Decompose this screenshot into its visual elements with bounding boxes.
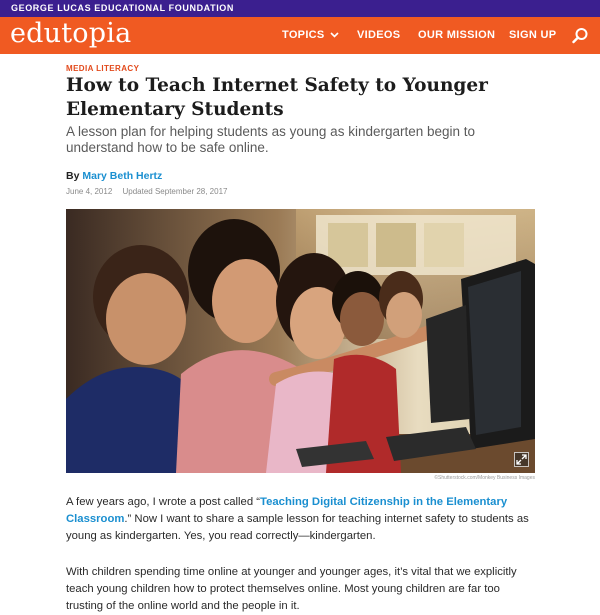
nav-sign-up[interactable]: SIGN UP <box>509 29 557 41</box>
article-dates <box>66 187 227 196</box>
main-navbar <box>0 17 600 54</box>
search-icon[interactable] <box>572 27 589 44</box>
article-paragraph: With children spending time online at younger and younger ages, it’s vital that we explicitly teach young children how to protect themselves online. Most young children are far too trusting of the online world and the people in it. <box>66 566 517 612</box>
article-title: How to Teach Internet Safety to Younger Elementary Students <box>66 75 488 120</box>
classroom-illustration <box>66 209 535 473</box>
byline <box>66 170 162 182</box>
expand-icon <box>515 453 528 466</box>
nav-videos[interactable]: VIDEOS <box>357 29 401 41</box>
expand-image-button[interactable] <box>514 452 529 467</box>
nav-our-mission[interactable]: OUR MISSION <box>418 29 496 41</box>
edutopia-logo[interactable]: edutopia <box>10 18 132 49</box>
foundation-bar[interactable] <box>0 0 600 17</box>
foundation-name[interactable]: GEORGE LUCAS EDUCATIONAL FOUNDATION <box>11 3 234 13</box>
hero-image <box>66 209 535 473</box>
updated-date: Updated September 28, 2017 <box>122 187 228 196</box>
author-link[interactable]: Mary Beth Hertz <box>82 170 163 182</box>
byline-prefix: By <box>66 170 80 182</box>
teaching-digital-citizenship-link[interactable]: Teaching Digital Citizenship in the Elementary Classroom <box>66 496 508 525</box>
nav-topics-label: TOPICS <box>282 29 325 41</box>
paragraph-text: .” Now I want to share a sample lesson for teaching internet safety to students as young as kindergarten. Yes, you read correctly—kindergarten. <box>66 513 529 542</box>
article-category[interactable]: MEDIA LITERACY <box>66 64 140 73</box>
article-paragraph <box>66 494 538 545</box>
paragraph-text: A few years ago, I wrote a post called “ <box>66 496 261 508</box>
publish-date: June 4, 2012 <box>66 187 113 196</box>
image-credit: ©Shutterstock.com/Monkey Business Images <box>434 475 535 481</box>
chevron-down-icon <box>330 32 339 38</box>
nav-topics[interactable] <box>282 17 339 54</box>
article-subtitle: A lesson plan for helping students as young as kindergarten begin to understand how to be safe online. <box>66 124 476 155</box>
